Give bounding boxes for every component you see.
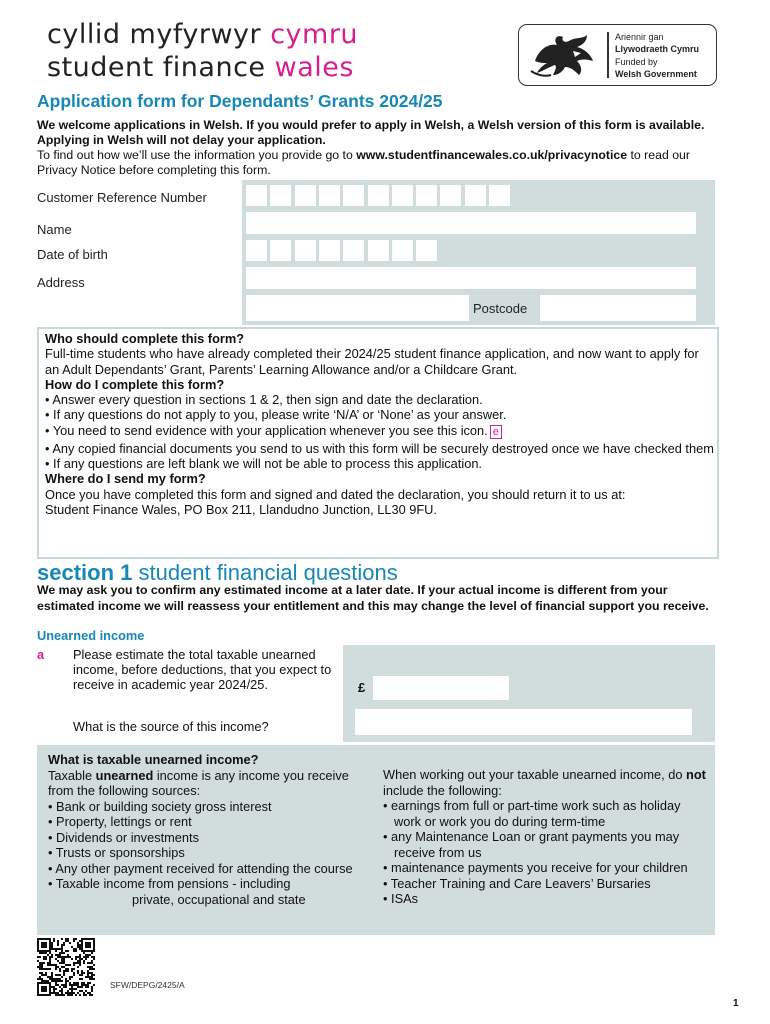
crn-digit-box[interactable] [343, 185, 364, 206]
included-source-item: • Property, lettings or rent [48, 814, 192, 829]
excluded-sources-list [383, 798, 708, 907]
address-input[interactable] [246, 267, 696, 289]
crn-digit-box[interactable] [270, 185, 291, 206]
where-text-2: Student Finance Wales, PO Box 211, Llandudno Junction, LL30 9FU. [45, 501, 437, 517]
unearned-heading: What is taxable unearned income? [48, 752, 259, 767]
privacy-link[interactable]: www.studentfinancewales.co.uk/privacynotice [356, 148, 628, 162]
excluded-intro-bold: not [686, 767, 706, 782]
how-item: • You need to send evidence with your application whenever you see this icon. e [45, 423, 715, 439]
crn-digit-box[interactable] [368, 185, 389, 206]
intro-bold: unearned [95, 767, 154, 783]
dob-digit-box[interactable] [368, 240, 389, 261]
page-number: 1 [733, 998, 739, 1009]
evidence-icon: e [490, 425, 502, 439]
intro-post: income is any income you receive from the following sources: [48, 767, 349, 798]
how-item-3: You need to send evidence with your application whenever you see this icon. [52, 422, 488, 438]
excluded-source-item: • earnings from full or part-time work such as holiday work or work you do during term-time [383, 798, 681, 829]
answer-panel [343, 645, 715, 742]
included-source-item: • Any other payment received for attending the course [48, 860, 353, 876]
guidance-box [37, 327, 719, 559]
name-label: Name [37, 222, 72, 237]
who-heading: Who should complete this form? [45, 331, 245, 346]
crn-digit-box[interactable] [246, 185, 267, 206]
dragon-icon [529, 31, 599, 79]
customer-details-panel [242, 180, 715, 325]
excluded-source-item: • Teacher Training and Care Leavers’ Bursaries [383, 875, 651, 891]
excluded-intro-post: include the following: [383, 782, 502, 798]
currency-symbol: £ [358, 680, 366, 695]
section-title: student financial questions [132, 560, 398, 585]
form-reference: SFW/DEPG/2425/A [110, 980, 185, 990]
dob-digit-box[interactable] [246, 240, 267, 261]
included-source-item: • Dividends or investments [48, 829, 199, 845]
crn-digit-box[interactable] [489, 185, 510, 206]
included-source-item: • Trusts or sponsorships [48, 845, 185, 860]
postcode-input[interactable] [540, 295, 696, 321]
where-heading: Where do I send my form? [45, 471, 206, 487]
gov-line-3: Funded by [615, 57, 658, 67]
dob-digit-box[interactable] [392, 240, 413, 261]
included-source-item: • Bank or building society gross interest [48, 798, 272, 814]
how-item-1: Answer every question in sections 1 & 2, then sign and date the declaration. [52, 392, 483, 408]
intro-text [37, 118, 727, 178]
how-heading: How do I complete this form? [45, 376, 225, 392]
gov-line-2: Llywodraeth Cymru [615, 43, 700, 54]
brand-logo [47, 18, 358, 84]
income-amount-input[interactable] [373, 676, 509, 700]
how-item-4: Any copied financial documents you send to us with this form will be securely destroyed once we have checked them [52, 440, 714, 456]
unearned-intro [48, 768, 363, 799]
crn-digit-box[interactable] [392, 185, 413, 206]
excluded-intro-pre: When working out your taxable unearned income, do [383, 767, 687, 782]
included-source-item: • Taxable income from pensions - including [48, 876, 291, 891]
section-intro: We may ask you to confirm any estimated income at a later date. If your actual income is different from your estimated income we will reassess your entitlement and this may change the level of financial support you receive. [37, 583, 709, 613]
gov-line-1: Ariennir gan [615, 32, 664, 42]
crn-digit-box[interactable] [295, 185, 316, 206]
brand-line1: cyllid myfyrwyr [47, 19, 262, 50]
postcode-label: Postcode [473, 301, 528, 316]
pension-types: private, occupational and state [132, 891, 306, 907]
crn-digit-box[interactable] [440, 185, 461, 206]
privacy-pre: To find out how we’ll use the information you provide go to [37, 148, 357, 162]
how-item: • If any questions are left blank we will not be able to process this application. [45, 456, 482, 472]
dob-digit-box[interactable] [319, 240, 340, 261]
crn-digit-box[interactable] [416, 185, 437, 206]
crn-digit-box[interactable] [465, 185, 486, 206]
gov-line-4: Welsh Government [615, 68, 697, 79]
dob-digit-box[interactable] [343, 240, 364, 261]
crn-label: Customer Reference Number [37, 190, 207, 205]
unearned-income-heading: Unearned income [37, 628, 145, 643]
who-text: Full-time students who have already completed their 2024/25 student finance application, and now want to apply for an Adult Dependants’ Grant, Parents’ Learning Allowance and/or a Childcare Grant. [45, 346, 699, 377]
included-sources-list [48, 799, 363, 892]
how-item-5: If any questions are left blank we will not be able to process this application. [53, 456, 482, 472]
unearned-income-info [37, 745, 715, 935]
dob-digit-box[interactable] [416, 240, 437, 261]
privacy-post: to read our Privacy Notice before completing this form. [37, 148, 690, 177]
name-input[interactable] [246, 212, 696, 234]
excluded-source-item: • maintenance payments you receive for your children [383, 860, 688, 875]
brand-line1-accent: cymru [270, 19, 359, 50]
question-text: Please estimate the total taxable unearned income, before deductions, that you expect to receive in academic year 2024/25. [73, 647, 332, 692]
privacy-note [37, 148, 727, 178]
how-item: • Answer every question in sections 1 & 2, then sign and date the declaration. [45, 392, 483, 408]
address-line2-input[interactable] [246, 295, 469, 321]
welsh-language-note: We welcome applications in Welsh. If you would prefer to apply in Welsh, a Welsh version of this form is available. Applying in Welsh will not delay your application. [37, 118, 705, 147]
brand-line2: student finance [47, 52, 266, 83]
brand-line2-accent: wales [274, 52, 354, 83]
income-source-input[interactable] [355, 709, 692, 735]
section-number: section 1 [37, 560, 133, 585]
address-label: Address [37, 275, 85, 290]
welsh-government-logo [518, 24, 717, 86]
income-source-question: What is the source of this income? [73, 719, 269, 734]
excluded-source-item: • ISAs [383, 891, 419, 906]
dob-label: Date of birth [37, 247, 108, 262]
where-text-1: Once you have completed this form and signed and dated the declaration, you should return it to us at: [45, 486, 626, 502]
how-item-2: If any questions do not apply to you, please write ‘N/A’ or ‘None’ as your answer. [53, 407, 507, 423]
how-item: • Any copied financial documents you send to us with this form will be securely destroyed once we have checked them [45, 440, 714, 456]
intro-pre: Taxable [48, 767, 96, 783]
excluded-intro [383, 767, 708, 798]
excluded-source-item: • any Maintenance Loan or grant payments you may receive from us [383, 829, 680, 860]
page-title: Application form for Dependants’ Grants 2024/25 [37, 91, 443, 111]
barcode-icon [37, 938, 95, 996]
question-letter: a [37, 647, 45, 662]
dob-digit-box[interactable] [295, 240, 316, 261]
dob-digit-box[interactable] [270, 240, 291, 261]
how-item: • If any questions do not apply to you, please write ‘N/A’ or ‘None’ as your answer. [45, 407, 507, 423]
crn-digit-box[interactable] [319, 185, 340, 206]
